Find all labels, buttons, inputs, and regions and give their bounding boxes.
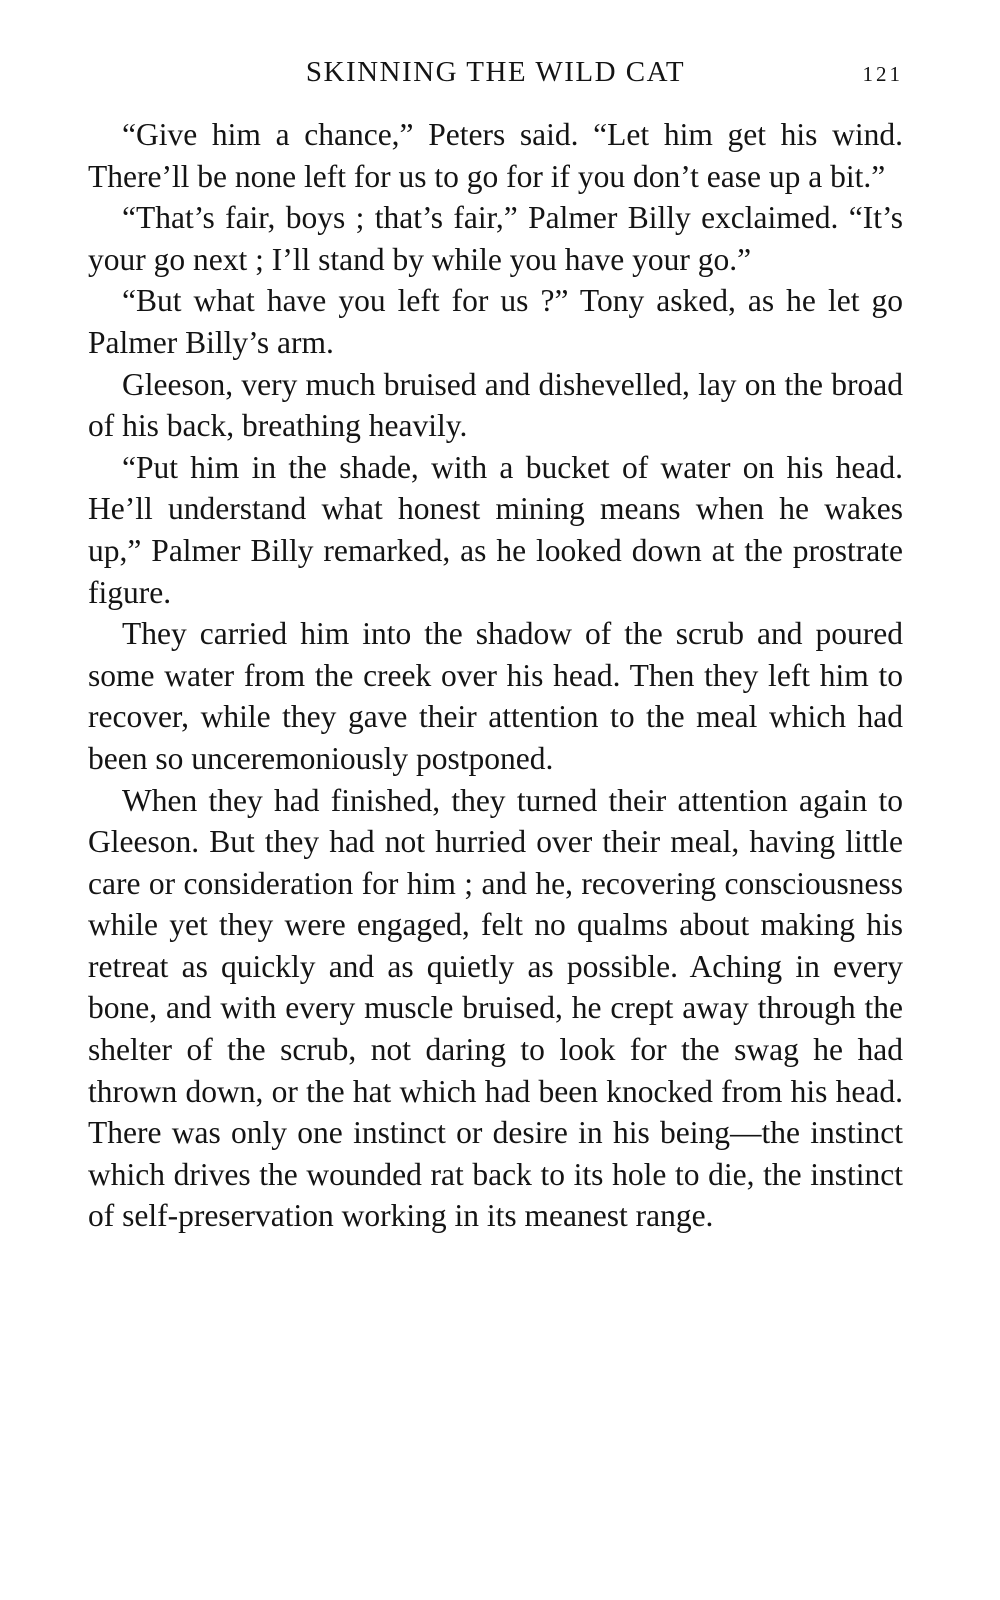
paragraph-5: “Put him in the shade, with a bucket of water on his head. He’ll understand what honest mining means when he wakes up,” Palmer Billy remarked, as he looked down at the prostrate figure. [88,449,903,610]
book-page [88,52,903,1237]
paragraph-1: “Give him a chance,” Peters said. “Let him get his wind. There’ll be none left for us to go for if you don’t ease up a bit.” [88,117,903,194]
running-header [88,52,903,96]
paragraph-3: “But what have you left for us ?” Tony asked, as he let go Palmer Billy’s arm. [88,283,903,360]
body-text [88,114,903,1237]
paragraph-7: When they had finished, they turned their attention again to Gleeson. But they had not hurried over their meal, having little care or consideration for him ; and he, recovering consciousness while yet they were engaged, felt no qualms about making his retreat as quickly and as quietly as possible. Aching in every bone, and with every muscle bruised, he crept away through the shelter of the scrub, not daring to look for the swag he had thrown down, or the hat which had been knocked from his head. There was only one instinct or desire in his being—the instinct which drives the wounded rat back to its hole to die, the instinct of self-preservation working in its meanest range. [88,782,903,1234]
running-title: SKINNING THE WILD CAT [305,56,686,88]
paragraph-4: Gleeson, very much bruised and dishevelled, lay on the broad of his back, breathing heavily. [88,366,903,444]
paragraph-6: They carried him into the shadow of the scrub and poured some water from the creek over his head. Then they left him to recover, while they gave their attention to the meal which had been so unceremoniously postponed. [88,616,903,776]
paragraph-2: “That’s fair, boys ; that’s fair,” Palmer Billy exclaimed. “It’s your go next ; I’ll stand by while you have your go.” [88,200,903,277]
page-number: 121 [862,62,903,86]
